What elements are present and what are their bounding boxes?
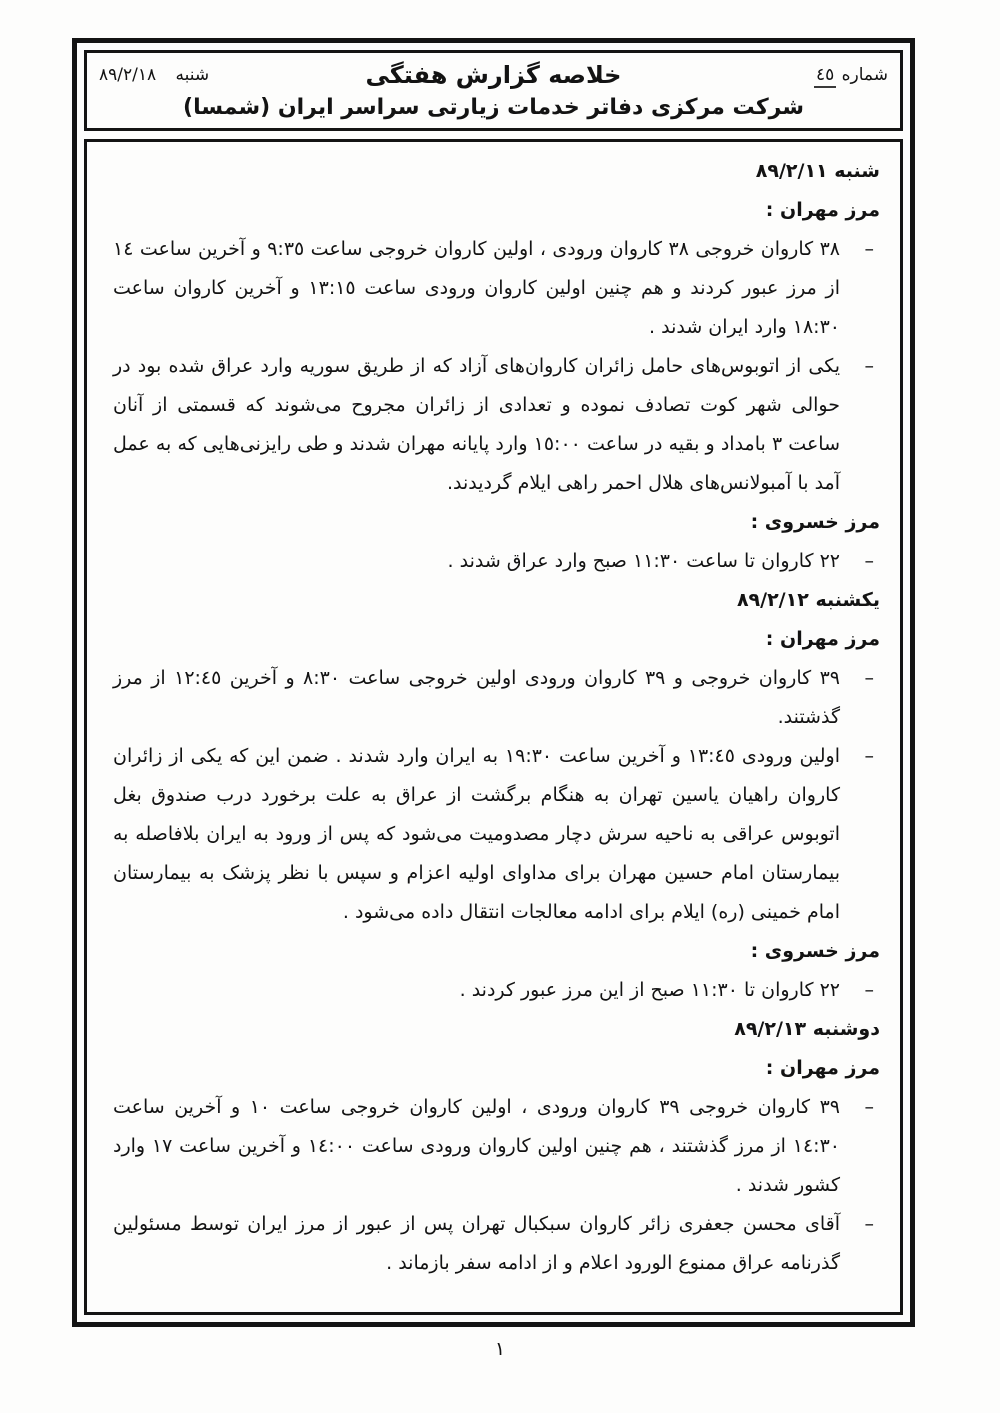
bullet-dash-icon: –	[864, 550, 874, 572]
bullet-dash-icon: –	[864, 1213, 874, 1235]
issue-number	[718, 59, 888, 85]
report-item	[113, 542, 880, 581]
report-item-text: آقای محسن جعفری زائر کاروان سبکبال تهران پس از عبور از مرز ایران توسط مسئولین گذرنامه عراق ممنوع الورود اعلام و از ادامه سفر بازماند .	[113, 1213, 840, 1274]
issue-label: شماره	[841, 65, 888, 85]
report-body	[84, 139, 903, 1315]
report-item-text: اولین ورودی ١٣:٤٥ و آخرین ساعت ١٩:٣٠ به ایران وارد شدند . ضمن این که یکی از زائران کاروان راهیان یاسین تهران به هنگام برگشت از عراق به علت برخورد درب صندوق بغل اتوبوس عراقی به ناحیه سرش دچار مصدومیت می‌شود که پس از ورود به ایران بلافاصله به بیمارستان امام حسین مهران برای مداوای اولیه اعزام و سپس با نظر پزشک به بیمارستان امام خمینی (ره) ایلام برای ادامه معالجات انتقال داده می‌شود .	[113, 745, 840, 923]
company-name: شرکت مرکزی دفاتر خدمات زیارتی سراسر ایران (شمسا)	[183, 95, 804, 120]
issue-value: ٤٥	[814, 65, 836, 88]
report-item-text: یکی از اتوبوس‌های حامل زائران کاروان‌های آزاد که از طریق سوریه وارد عراق شده بود در حوالی شهر کوت تصادف نموده و تعدادی از زائران مجروح می‌شوند که قسمتی از آنان ساعت ٣ بامداد و بقیه در ساعت ١٥:٠٠ وارد پایانه مهران شدند و طی رایزنی‌هایی که به عمل آمد با آمبولانس‌های هلال احمر راهی ایلام گردیدند.	[113, 355, 840, 494]
document-title: خلاصه گزارش هفتگی	[365, 61, 622, 89]
bullet-dash-icon: –	[864, 745, 874, 767]
bullet-dash-icon: –	[864, 667, 874, 689]
bullet-dash-icon: –	[864, 1096, 874, 1118]
weekday-label: شنبه	[175, 65, 210, 85]
report-item-text: ٣٨ کاروان خروجی ٣٨ کاروان ورودی ، اولین کاروان خروجی ساعت ٩:٣٥ و آخرین ساعت ١٤ از مرز عبور کردند و هم چنین اولین کاروان ورودی ساعت ١٣:١٥ و آخرین کاروان ساعت ١٨:٣٠ وارد ایران شدند .	[113, 238, 840, 338]
report-item	[113, 347, 880, 503]
day-heading: دوشنبه ٨٩/٢/١٣	[734, 1018, 880, 1040]
report-item-text: ٣٩ کاروان خروجی ٣٩ کاروان ورودی ، اولین کاروان خروجی ساعت ١٠ و آخرین ساعت ١٤:٣٠ از مرز گذشتند ، هم چنین اولین کاروان ورودی ساعت ١٤:٠٠ و آخرین ساعت ١٧ وارد کشور شدند .	[113, 1096, 840, 1196]
document-frame	[72, 38, 915, 1327]
bullet-dash-icon: –	[864, 979, 874, 1001]
border-section-title: مرز مهران :	[765, 628, 880, 650]
day-heading: یکشنبه ٨٩/٢/١٢	[736, 589, 880, 611]
report-item	[113, 1205, 880, 1283]
report-item	[113, 230, 880, 347]
bullet-dash-icon: –	[864, 238, 874, 260]
day-heading: شنبه ٨٩/٢/١١	[755, 160, 880, 182]
border-section-title: مرز خسروی :	[750, 940, 880, 962]
border-section-title: مرز خسروی :	[750, 511, 880, 533]
page-number: ١	[494, 1338, 506, 1360]
report-item	[113, 1088, 880, 1205]
report-item-text: ٢٢ کاروان تا ١١:٣٠ صبح از این مرز عبور کردند .	[459, 979, 840, 1001]
document-header	[84, 50, 903, 131]
report-item-text: ٢٢ کاروان تا ساعت ١١:٣٠ صبح وارد عراق شدند .	[447, 550, 840, 572]
bullet-dash-icon: –	[864, 355, 874, 377]
report-item	[113, 737, 880, 932]
report-item-text: ٣٩ کاروان خروجی و ٣٩ کاروان ورودی اولین خروجی ساعت ٨:٣٠ و آخرین ١٢:٤٥ از مرز گذشتند.	[113, 667, 841, 728]
date-value: ٨٩/٢/١٨	[99, 65, 157, 85]
border-section-title: مرز مهران :	[765, 1057, 880, 1079]
report-item	[113, 659, 880, 737]
document-date	[99, 59, 269, 85]
border-section-title: مرز مهران :	[765, 199, 880, 221]
report-item	[113, 971, 880, 1010]
